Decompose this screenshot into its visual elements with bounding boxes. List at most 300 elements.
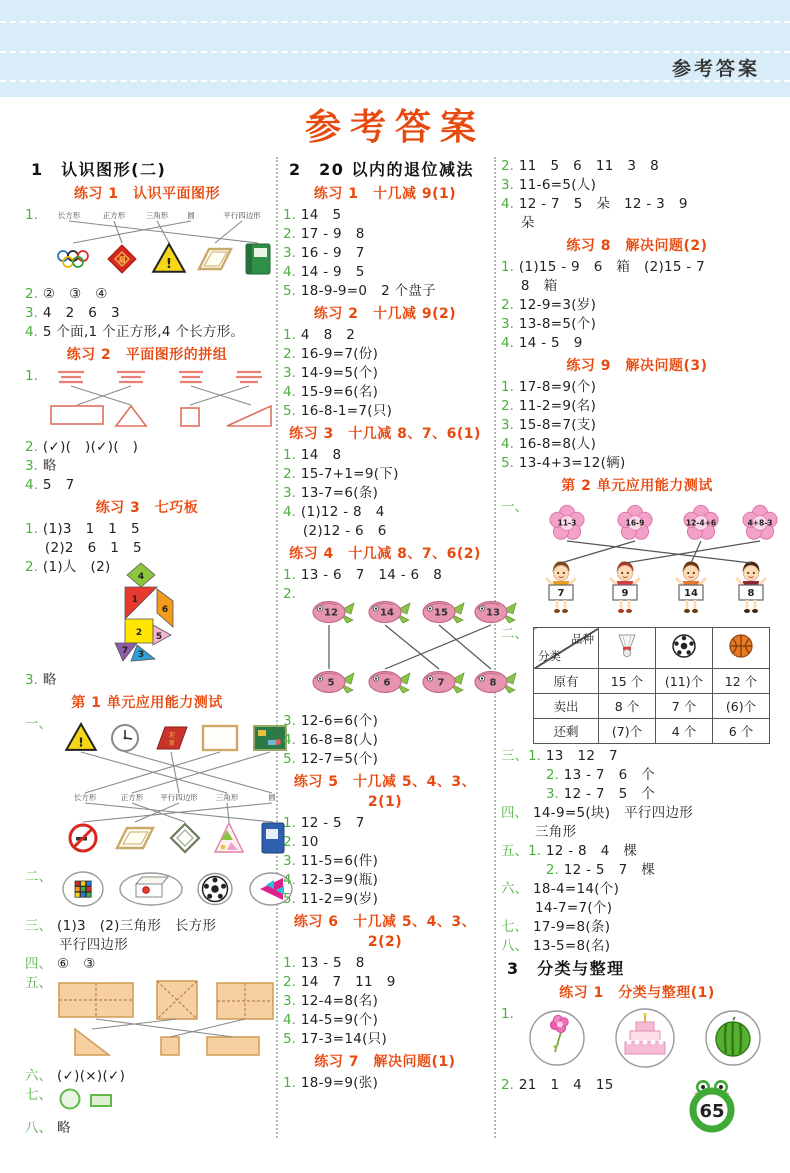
svg-text:9: 9 — [621, 588, 629, 599]
item-body — [301, 383, 487, 402]
item-number: 1. — [283, 567, 296, 583]
item-body — [519, 157, 773, 176]
item-number: 4. — [501, 335, 514, 351]
item-number: 1. — [283, 327, 296, 343]
answer-item — [283, 402, 487, 421]
svg-text:正方形: 正方形 — [120, 793, 144, 802]
answer-subitem — [546, 766, 773, 785]
item-body — [301, 446, 487, 465]
item-body — [57, 868, 269, 917]
item-number: 四、 — [25, 956, 52, 972]
item-number: 2. — [283, 226, 296, 242]
item-text-continued: 三角形 — [535, 824, 577, 840]
corner-label-bottom: 分类 — [538, 649, 561, 663]
item-body — [43, 367, 269, 438]
warning-triangle-sign-icon — [66, 724, 95, 750]
exercise-heading: 练习 3 十几减 8、7、6(1) — [289, 426, 481, 442]
item-text: 11-6=5(人) — [518, 177, 597, 193]
item-body — [546, 842, 773, 880]
item-number: 1. — [501, 259, 514, 275]
basketball-icon — [730, 635, 752, 657]
item-number: 2. — [283, 466, 296, 482]
item-text: 17-9=8(条) — [533, 919, 611, 935]
svg-text:福: 福 — [118, 256, 126, 264]
item-text: 16 - 9 7 — [300, 245, 365, 261]
answer-item — [501, 195, 773, 233]
item-body — [301, 364, 487, 383]
item-body — [301, 1074, 487, 1093]
item-number: 2. — [501, 1077, 514, 1093]
item-number: 3. — [283, 245, 296, 261]
table-cell: (6)个 — [713, 694, 770, 719]
answer-item — [501, 315, 773, 334]
item-body — [301, 833, 487, 852]
item-text: 16-8=8(人) — [300, 732, 379, 748]
item-text: 12-3=9(瓶) — [300, 872, 379, 888]
item-text: 4 2 6 3 — [42, 305, 120, 321]
item-number: 1. — [25, 368, 38, 384]
svg-text:!: ! — [165, 256, 172, 272]
unit1-shape-match-svg — [57, 716, 295, 860]
item-text: 5 7 — [42, 477, 75, 493]
item-body — [301, 206, 487, 225]
item-body — [301, 566, 487, 585]
item-text: 12-6=6(个) — [300, 713, 379, 729]
svg-text:6: 6 — [161, 605, 169, 615]
fish-icon — [369, 672, 410, 694]
item-text: 18-9-9=0 2 个盘子 — [300, 283, 436, 299]
answer-item — [25, 520, 269, 558]
item-body — [519, 195, 773, 233]
svg-text:12: 12 — [323, 607, 338, 619]
item-body — [301, 1030, 487, 1049]
item-number: 4. — [283, 1012, 296, 1028]
answer-item — [25, 974, 269, 1067]
answer-item — [283, 852, 487, 871]
item-number: 3. — [25, 458, 38, 474]
answer-column-2 — [278, 157, 500, 1138]
item-text: 16-8-1=7(只) — [300, 403, 393, 419]
answer-item — [501, 880, 773, 918]
answer-item — [283, 244, 487, 263]
sales-table-figure — [533, 627, 773, 744]
soccer-ball-icon — [673, 635, 695, 657]
answer-item — [25, 1119, 269, 1138]
answer-item — [283, 503, 487, 541]
item-text: 17 - 9 8 — [300, 226, 365, 242]
item-text: (1)人 (2) — [42, 559, 111, 575]
svg-text:迎: 迎 — [168, 732, 176, 739]
piece-group-match-figure — [43, 368, 269, 436]
exercise-heading: 练习 1 分类与整理(1) — [559, 985, 715, 1001]
item-body — [301, 263, 487, 282]
item-text: 14-9=5(块) 平行四边形 — [533, 805, 694, 821]
shuttlecock-icon — [613, 633, 641, 659]
item-text: 12 - 7 5 个 — [563, 786, 656, 802]
item-text: 18-9=9(张) — [300, 1075, 379, 1091]
item-number: 2. — [501, 398, 514, 414]
item-number: 一、 — [25, 716, 52, 732]
item-number: 1. — [283, 955, 296, 971]
circle-shape-icon — [61, 1090, 80, 1109]
frog-badge-svg — [686, 1076, 738, 1134]
answer-item — [501, 258, 773, 296]
answer-columns — [20, 157, 780, 1138]
item-body — [301, 973, 487, 992]
answer-item — [25, 868, 269, 917]
svg-text:1: 1 — [131, 595, 139, 605]
exercise-heading: 练习 5 十几减 5、4、3、2(1) — [293, 774, 477, 810]
kid-icon — [736, 561, 766, 613]
answer-item — [25, 304, 269, 323]
svg-text:11-3: 11-3 — [557, 518, 577, 528]
answer-item — [25, 1086, 269, 1119]
answer-item — [283, 484, 487, 503]
soccer-ball-icon — [203, 877, 228, 902]
svg-text:14: 14 — [684, 588, 698, 599]
item-number: 七、 — [501, 919, 528, 935]
answer-item — [501, 397, 773, 416]
item-body — [519, 334, 773, 353]
item-body — [43, 304, 269, 323]
item-text: 16-9=7(份) — [300, 346, 379, 362]
plane-shape-match-svg — [43, 207, 277, 277]
item-number: 1. — [25, 207, 38, 223]
item-number: 八、 — [25, 1120, 52, 1136]
item-body — [43, 520, 269, 558]
kid-icon — [610, 561, 640, 613]
item-number: 2. — [545, 767, 559, 783]
flower-icon — [743, 505, 777, 539]
svg-text:12-4+6: 12-4+6 — [685, 518, 717, 528]
item-number: 4. — [283, 504, 296, 520]
item-text-continued: 8 箱 — [520, 278, 558, 294]
green-book-icon — [246, 244, 270, 274]
item-text-continued: 14-7=7(个) — [535, 900, 613, 916]
item-number: 4. — [283, 384, 296, 400]
item-body — [301, 814, 487, 833]
item-number: 1. — [283, 207, 296, 223]
green-shapes-svg — [57, 1087, 127, 1111]
item-body — [301, 484, 487, 503]
item-number: 六、 — [501, 881, 528, 897]
table-cell: 6 个 — [713, 719, 770, 744]
svg-text:三角形: 三角形 — [215, 793, 239, 802]
item-text: 13 - 5 8 — [300, 955, 365, 971]
item-number: 3. — [283, 365, 296, 381]
flower-kid-match-figure — [533, 499, 773, 623]
item-body — [301, 852, 487, 871]
item-number: 1. — [283, 1075, 296, 1091]
item-body — [57, 1119, 269, 1138]
answer-item — [283, 833, 487, 852]
item-text: 11 5 6 11 3 8 — [518, 158, 660, 174]
item-body — [301, 465, 487, 484]
svg-text:16-9: 16-9 — [625, 518, 645, 528]
svg-text:长方形: 长方形 — [57, 211, 81, 220]
item-text: ② ③ ④ — [42, 286, 108, 302]
header-dashed-line — [0, 51, 790, 53]
answer-item — [283, 585, 500, 712]
item-number: 三、1. — [501, 748, 541, 764]
item-text: 16-8=8(人) — [518, 436, 597, 452]
item-number: 五、1. — [501, 843, 541, 859]
table-icon-cell — [713, 628, 770, 669]
item-text: 12-7=5(个) — [300, 751, 379, 767]
item-text: 10 — [300, 834, 319, 850]
red-diamond-sign-icon — [108, 245, 136, 273]
item-number: 2. — [25, 439, 38, 455]
pattern-triangle-icon — [215, 823, 243, 852]
item-text: (1)15 - 9 6 箱 (2)15 - 7 — [518, 259, 706, 275]
answer-item — [25, 206, 269, 285]
item-text: 15-9=6(名) — [300, 384, 379, 400]
clock-icon — [112, 725, 138, 751]
svg-text:新: 新 — [168, 740, 176, 747]
answer-item — [501, 157, 773, 176]
item-text: 12 - 5 7 — [300, 815, 365, 831]
table-icon-cell — [599, 628, 656, 669]
item-text: (✓)(×)(✓) — [57, 1068, 126, 1084]
tangram-piece-icon — [153, 625, 171, 645]
svg-text:3: 3 — [137, 650, 145, 660]
item-number: 2. — [25, 286, 38, 302]
tangram-person-figure — [79, 561, 269, 669]
item-text: 17-8=9(个) — [518, 379, 597, 395]
answer-item — [283, 263, 487, 282]
red-banner-icon — [157, 727, 187, 749]
top-header-band — [0, 0, 790, 97]
item-number: 四、 — [501, 805, 528, 821]
item-body — [519, 378, 773, 397]
item-body — [519, 176, 773, 195]
exercise-heading: 第 2 单元应用能力测试 — [561, 478, 713, 494]
item-text: 12 - 8 4 棵 — [545, 843, 638, 859]
item-body — [43, 457, 269, 476]
exercise-heading: 练习 6 十几减 5、4、3、2(2) — [293, 914, 477, 950]
answer-item — [283, 225, 487, 244]
svg-text:7: 7 — [557, 588, 565, 599]
item-body — [57, 1086, 269, 1119]
page-title: 参考答案 — [304, 107, 485, 148]
item-text: 4 8 2 — [300, 327, 356, 343]
rectangle-icon — [207, 1037, 259, 1055]
item-body — [43, 438, 269, 457]
item-body — [57, 1067, 269, 1086]
answer-item — [501, 416, 773, 435]
item-number: 2. — [283, 834, 296, 850]
chapter-heading: 1 认识图形(二) — [31, 160, 167, 179]
answer-item — [283, 1030, 487, 1049]
item-number: 3. — [283, 853, 296, 869]
sales-table — [533, 627, 770, 744]
answer-item — [25, 715, 276, 868]
page-number-frog-badge — [686, 1076, 738, 1138]
exercise-heading: 练习 2 十几减 9(2) — [313, 306, 457, 322]
item-body — [301, 326, 487, 345]
item-text: 5 个面,1 个正方形,4 个长方形。 — [42, 324, 245, 340]
item-text: 14 - 5 9 — [518, 335, 583, 351]
item-number: 3. — [545, 786, 559, 802]
item-number: 六、 — [25, 1068, 52, 1084]
item-number: 4. — [25, 477, 38, 493]
item-text: 14-9=5(个) — [300, 365, 379, 381]
item-body — [301, 890, 487, 909]
svg-text:2: 2 — [135, 628, 143, 638]
item-number: 2. — [501, 158, 514, 174]
answer-item — [283, 383, 487, 402]
header-tab-label: 参考答案 — [671, 58, 760, 80]
item-body — [43, 558, 269, 671]
item-number: 2. — [545, 862, 559, 878]
item-body — [301, 1011, 487, 1030]
fish-icon — [423, 672, 464, 694]
item-text: (1)12 - 8 4 — [300, 504, 385, 520]
item-number: 4. — [501, 196, 514, 212]
item-number: 3. — [501, 417, 514, 433]
item-text: 15-8=7(支) — [518, 417, 597, 433]
square-fold-diagonals-icon — [157, 981, 197, 1019]
svg-text:7: 7 — [121, 646, 129, 656]
fish-icon — [313, 602, 354, 624]
fold-cut-match-svg — [57, 975, 277, 1059]
svg-text:5: 5 — [327, 677, 335, 689]
rectangle-shape-icon — [91, 1095, 111, 1106]
item-text: 14 - 9 5 — [300, 264, 365, 280]
item-text: 12 - 7 5 朵 12 - 3 9 — [518, 196, 688, 212]
svg-text:4+8-3: 4+8-3 — [747, 518, 773, 528]
item-text: 13-5=8(名) — [533, 938, 611, 954]
item-text: (1)3 1 1 5 — [42, 521, 140, 537]
item-body — [533, 804, 773, 842]
exercise-heading: 练习 7 解决问题(1) — [314, 1054, 456, 1070]
item-number: 2. — [283, 586, 296, 602]
svg-text:15: 15 — [433, 607, 448, 619]
table-cell: (11)个 — [656, 669, 713, 694]
item-body — [301, 712, 487, 731]
item-body — [533, 937, 773, 956]
item-body — [533, 498, 773, 625]
table-row-label: 卖出 — [534, 694, 599, 719]
tangram-piece-icon — [127, 563, 155, 587]
tangram-piece-icon — [131, 645, 155, 661]
table-cell: 12 个 — [713, 669, 770, 694]
no-smoking-sign-icon — [70, 825, 96, 851]
answer-item — [501, 176, 773, 195]
fish-icon — [313, 672, 354, 694]
green-shapes-figure — [57, 1087, 269, 1117]
tangram-person-svg — [79, 561, 199, 663]
svg-text:14: 14 — [379, 607, 394, 619]
item-number: 二、 — [501, 626, 528, 642]
answer-item — [283, 282, 487, 301]
fish-icon — [369, 602, 410, 624]
answer-item — [25, 457, 269, 476]
item-body — [301, 244, 487, 263]
answer-item — [25, 438, 269, 457]
item-text: (1)3 (2)三角形 长方形 — [57, 918, 217, 934]
answer-item — [501, 1005, 773, 1076]
exercise-heading: 第 1 单元应用能力测试 — [71, 695, 223, 711]
exercise-heading: 练习 8 解决问题(2) — [566, 238, 708, 254]
chapter-heading: 2 20 以内的退位减法 — [289, 160, 474, 179]
item-body — [43, 285, 269, 304]
shuttlecock-icon — [619, 635, 635, 657]
item-number: 五、 — [25, 975, 52, 991]
item-number: 1. — [283, 815, 296, 831]
item-body — [43, 476, 269, 495]
table-cell: (7)个 — [599, 719, 656, 744]
fish-number-match-svg — [301, 586, 521, 704]
table-cell: 8 个 — [599, 694, 656, 719]
item-body — [533, 880, 773, 918]
answer-item — [283, 345, 487, 364]
answer-subitem — [546, 785, 773, 804]
item-text: (✓)( )(✓)( ) — [42, 439, 139, 455]
item-text: 18-4=14(个) — [533, 881, 620, 897]
item-body — [519, 454, 773, 473]
item-text: 11-2=9(名) — [518, 398, 597, 414]
item-number: 4. — [25, 324, 38, 340]
answer-subitem — [546, 861, 773, 880]
item-text: 13 - 6 7 14 - 6 8 — [300, 567, 443, 583]
rectangle-fold-cross-icon — [59, 983, 133, 1017]
answer-item — [25, 367, 269, 438]
answer-item — [501, 625, 773, 747]
rectangle-outline-icon — [51, 406, 103, 424]
item-text: 17-3=14(只) — [300, 1031, 388, 1047]
right-triangle-outline-icon — [227, 406, 271, 426]
svg-text:三角形: 三角形 — [145, 211, 169, 220]
answer-item — [283, 750, 487, 769]
item-body — [301, 992, 487, 1011]
svg-text:圆: 圆 — [187, 211, 195, 220]
item-number: 3. — [283, 485, 296, 501]
whiteboard-icon — [203, 726, 237, 750]
answer-item — [501, 454, 773, 473]
answer-item — [25, 558, 269, 671]
answer-item — [501, 435, 773, 454]
item-body — [519, 1005, 773, 1076]
item-text: 略 — [57, 1120, 71, 1136]
gold-parallelogram-frame-icon — [117, 828, 153, 848]
flower-icon — [618, 505, 652, 539]
answer-item — [501, 334, 773, 353]
answer-item — [501, 296, 773, 315]
answer-item — [283, 712, 487, 731]
unit1-shape-match-figure — [57, 716, 276, 866]
item-text: 14-5=9(个) — [300, 1012, 379, 1028]
parallelogram-frame-icon — [199, 249, 231, 269]
item-number: 二、 — [25, 869, 52, 885]
answer-item — [501, 804, 773, 842]
svg-text:正方形: 正方形 — [102, 211, 126, 220]
answer-item — [283, 992, 487, 1011]
item-number: 2. — [25, 559, 38, 575]
svg-text:13: 13 — [485, 607, 500, 619]
item-number: 3. — [25, 672, 38, 688]
item-body — [519, 435, 773, 454]
item-body — [301, 750, 487, 769]
item-body — [533, 918, 773, 937]
rubiks-cube-icon — [75, 881, 91, 897]
item-number: 3. — [25, 305, 38, 321]
item-body — [519, 258, 773, 296]
answer-item — [25, 285, 269, 304]
svg-text:4: 4 — [137, 572, 145, 582]
item-number: 2. — [283, 974, 296, 990]
item-number: 3. — [501, 177, 514, 193]
